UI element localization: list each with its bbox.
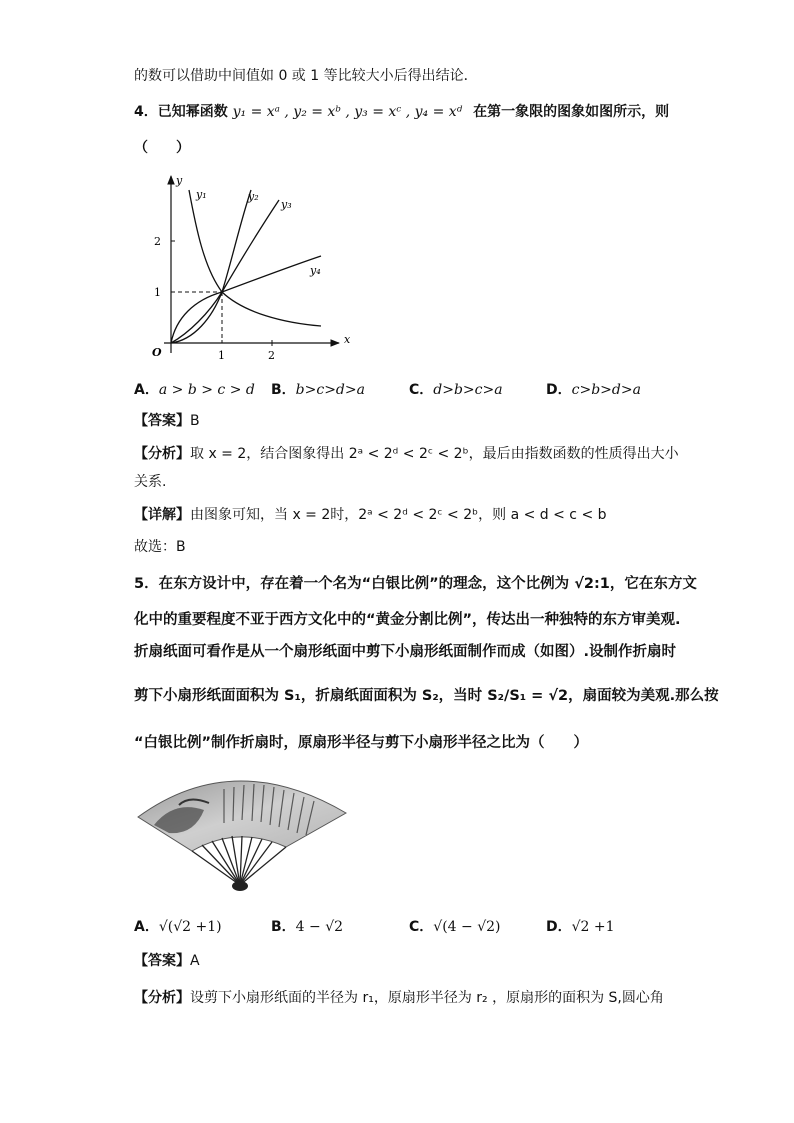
- q4-stem-suffix: 在第一象限的图象如图所示，则: [473, 104, 670, 120]
- q5-line-4: 剪下小扇形纸面面积为 S₁，折扇纸面面积为 S₂，当时 S₂/S₁ = √2，扇面较为美观.那么按: [134, 688, 719, 704]
- q5-answer: 【答案】A: [134, 953, 200, 969]
- y-tick-2: 2: [154, 235, 161, 248]
- curve-label-y3: y₃: [281, 198, 292, 211]
- curve-label-y1: y₁: [196, 188, 207, 201]
- q5-option-c: C．√(4 − √2): [409, 919, 501, 935]
- y-tick-1: 1: [154, 286, 161, 299]
- q5-option-a: A．√(√2 +1): [134, 919, 222, 935]
- curve-label-y2: y₂: [248, 190, 259, 203]
- folding-fan-image: [134, 765, 350, 893]
- fan-pivot: [232, 881, 248, 891]
- q4-formula: y₁ = xᵃ , y₂ = xᵇ , y₃ = xᶜ , y₄ = xᵈ: [232, 104, 463, 120]
- q5-line-1: 5．在东方设计中，存在着一个名为“白银比例”的理念，这个比例为 √2:1，它在东方文: [134, 576, 697, 592]
- x-tick-1: 1: [218, 349, 225, 362]
- q4-analysis-cont: 关系.: [134, 474, 167, 490]
- x-axis-label: x: [344, 333, 351, 346]
- q5-analysis: 【分析】设剪下小扇形纸面的半径为 r₁，原扇形半径为 r₂ ，原扇形的面积为 S,圆心角: [134, 990, 664, 1006]
- curve-y1: [189, 190, 321, 326]
- origin-label: O: [152, 346, 162, 359]
- q5-line-5: “白银比例”制作折扇时，原扇形半径与剪下小扇形半径之比为（ ）: [134, 735, 589, 751]
- x-tick-2: 2: [268, 349, 275, 362]
- q5-option-d: D．√2 +1: [546, 919, 615, 935]
- power-function-graph: [134, 168, 374, 368]
- curve-label-y4: y₄: [310, 264, 321, 277]
- q5-line-3: 折扇纸面可看作是从一个扇形纸面中剪下小扇形纸面制作而成（如图）.设制作折扇时: [134, 644, 677, 660]
- q4-paren: （ ）: [134, 140, 190, 156]
- q4-option-b: B．b>c>d>a: [271, 382, 365, 398]
- curve-y3: [171, 200, 279, 343]
- q4-choose: 故选：B: [134, 539, 186, 555]
- curve-y4: [171, 256, 321, 343]
- q4-option-d: D．c>b>d>a: [546, 382, 641, 398]
- q4-option-c: C．d>b>c>a: [409, 382, 503, 398]
- q5-option-b: B．4 − √2: [271, 919, 344, 935]
- y-axis-label: y: [176, 174, 183, 187]
- q5-line-2: 化中的重要程度不亚于西方文化中的“黄金分割比例”，传达出一种独特的东方审美观.: [134, 612, 681, 628]
- q4-stem: [134, 102, 669, 122]
- curve-y2: [171, 190, 251, 343]
- q4-answer: 【答案】B: [134, 413, 200, 429]
- intro-line: 的数可以借助中间值如 0 或 1 等比较大小后得出结论．: [134, 68, 478, 84]
- q4-stem-prefix: 4．已知幂函数: [134, 104, 228, 120]
- q4-option-a: A．a > b > c > d: [134, 382, 255, 398]
- q4-detail: 【详解】由图象可知，当 x = 2时，2ᵃ < 2ᵈ < 2ᶜ < 2ᵇ，则 a < d < c < b: [134, 507, 607, 523]
- q4-analysis: 【分析】取 x = 2，结合图象得出 2ᵃ < 2ᵈ < 2ᶜ < 2ᵇ，最后由指数函数的性质得出大小: [134, 446, 679, 462]
